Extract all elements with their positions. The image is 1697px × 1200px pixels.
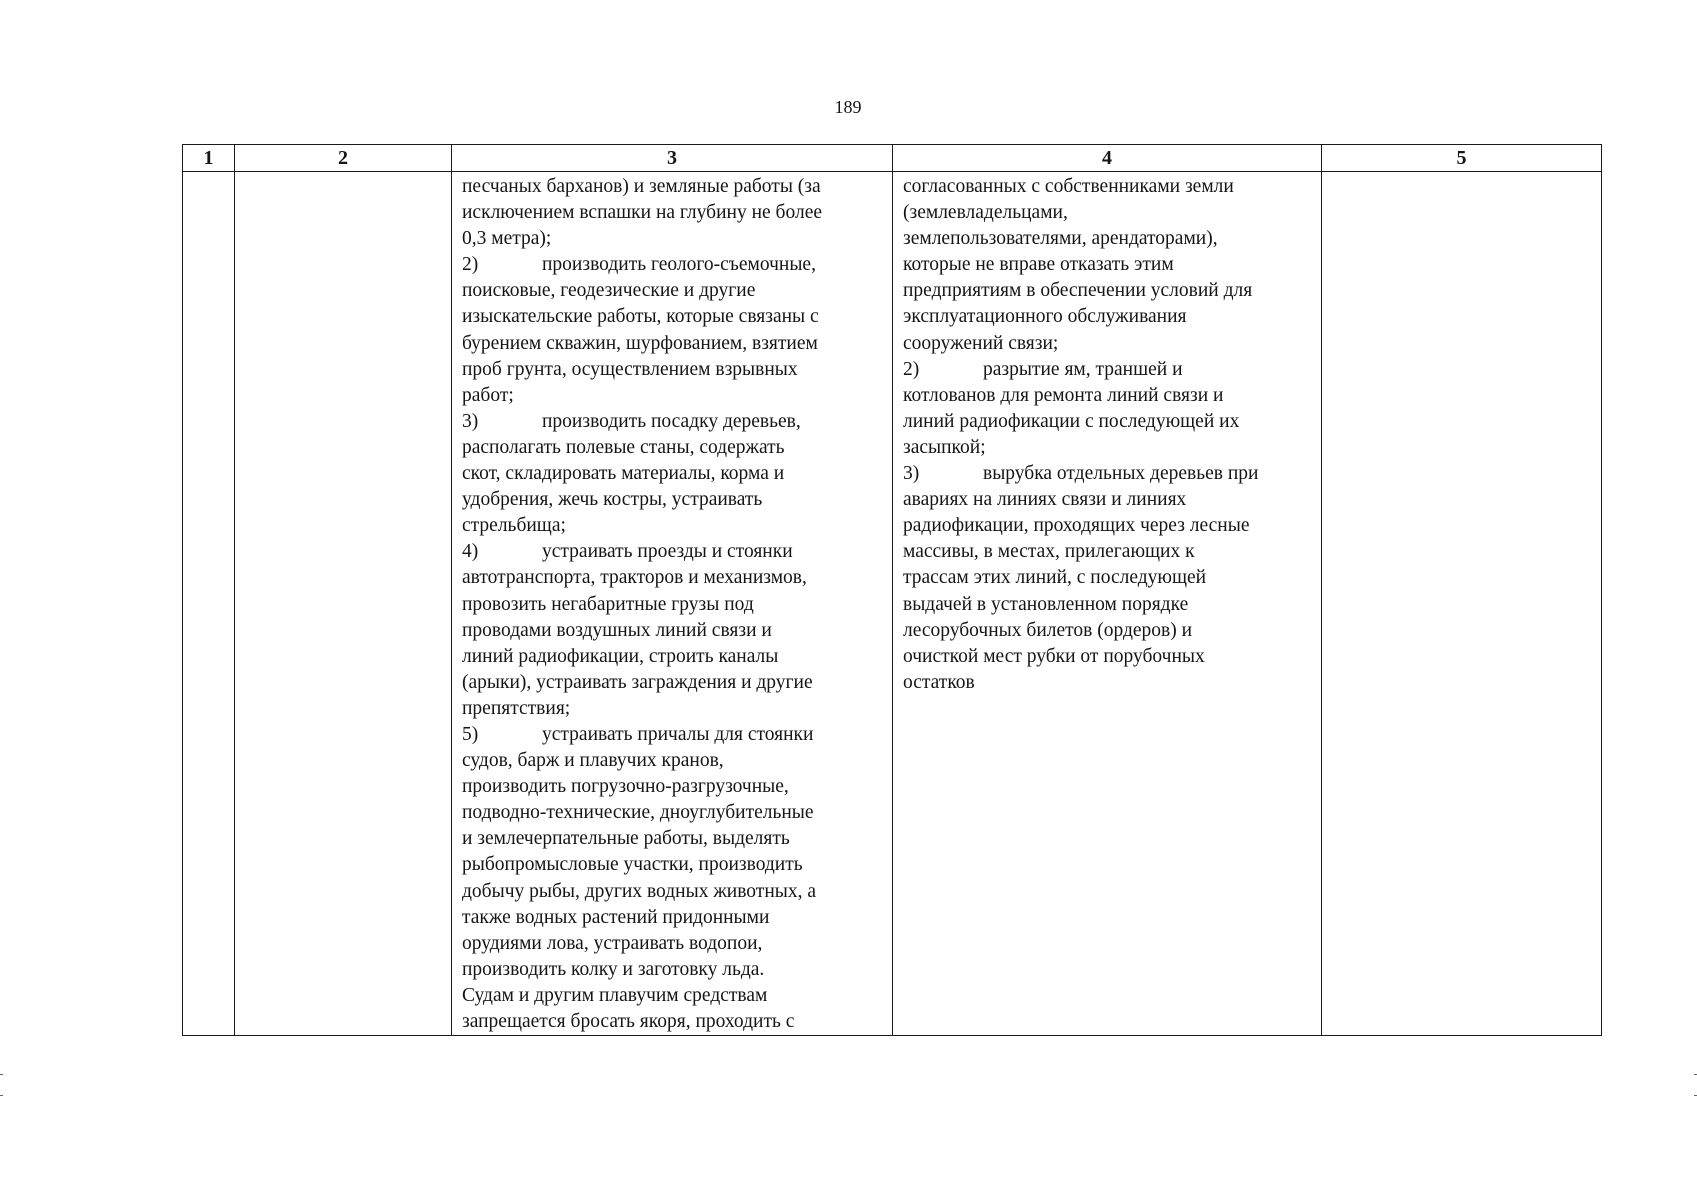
text-line [462,565,884,591]
line-text: которые не вправе отказать этим [903,254,1174,276]
line-text: авариях на линиях связи и линиях [903,489,1187,511]
text-line [903,200,1313,226]
line-text: судов, барж и плавучих кранов, [462,750,724,772]
text-line [462,1009,884,1035]
text-line [462,879,884,905]
line-text: также водных растений придонными [462,906,770,928]
line-text: лесорубочных билетов (ордеров) и [903,619,1193,641]
line-text: засыпкой; [903,436,986,458]
line-text: котлованов для ремонта линий связи и [903,384,1224,406]
table-header-row [183,145,1602,172]
text-line [462,800,884,826]
line-text: линий радиофикации с последующей их [903,410,1240,432]
line-text: и землечерпательные работы, выделять [462,828,790,850]
cell-col-3 [452,172,893,1036]
text-line [462,200,884,226]
line-text: линий радиофикации, строить каналы [462,645,779,667]
text-line [462,409,884,435]
column-header-2: 2 [235,145,452,172]
line-text: изыскательские работы, которые связаны с [462,306,819,328]
text-line [903,252,1313,278]
text-line [462,983,884,1009]
text-line [462,931,884,957]
text-line [903,357,1313,383]
line-text: стрельбища; [462,515,566,537]
line-text: устраивать проезды и стоянки [542,541,793,563]
column-header-3: 3 [452,145,893,172]
column-header-1: 1 [183,145,235,172]
line-text: согласованных с собственниками земли [903,176,1234,197]
list-item-number: 2) [903,358,920,380]
list-item-number: 3) [903,463,920,485]
line-text: работ; [462,384,514,406]
text-line [462,722,884,748]
text-line [462,957,884,983]
col-4-text [893,172,1321,696]
text-line [903,644,1313,670]
line-text: (землевладельцами, [903,202,1068,224]
line-text: рыбопромысловые участки, производить [462,854,803,876]
cell-col-1 [183,172,235,1036]
text-line [462,592,884,618]
line-text: трассам этих линий, с последующей [903,567,1207,589]
text-line [462,252,884,278]
line-text: проводами воздушных линий связи и [462,619,772,641]
text-line [462,826,884,852]
cell-col-4 [893,172,1322,1036]
text-line [462,513,884,539]
line-text: (арыки), устраивать заграждения и другие [462,671,813,693]
line-text: выдачей в установленном порядке [903,593,1189,615]
column-header-4: 4 [893,145,1322,172]
line-text: очисткой мест рубки от порубочных [903,645,1205,667]
col-3-text [452,172,892,1035]
text-line [462,331,884,357]
text-line [462,774,884,800]
text-line [462,852,884,878]
line-text: исключением вспашки на глубину не более [462,202,822,224]
table-row [183,172,1602,1036]
line-text: производить геолого-съемочные, [542,254,816,276]
line-text: орудиями лова, устраивать водопои, [462,932,763,954]
text-line [462,905,884,931]
text-line [903,174,1313,200]
line-text: скот, складировать материалы, корма и [462,463,785,485]
line-text: располагать полевые станы, содержать [462,436,785,458]
text-line [903,304,1313,330]
line-text: поисковые, геодезические и другие [462,280,756,302]
text-line [903,618,1313,644]
text-line [462,487,884,513]
text-line [462,435,884,461]
line-text: производить колку и заготовку льда. [462,958,765,980]
text-line [903,670,1313,696]
document-table [182,144,1602,1036]
cell-col-2 [235,172,452,1036]
list-item-number: 4) [462,541,479,563]
text-line [903,278,1313,304]
line-text: остатков [903,671,975,693]
line-text: Судам и другим плавучим средствам [462,984,768,1006]
text-line [903,487,1313,513]
line-text: производить посадку деревьев, [542,410,801,432]
line-text: 0,3 метра); [462,228,552,250]
text-line [903,461,1313,487]
line-text: радиофикации, проходящих через лесные [903,515,1250,537]
text-line [462,304,884,330]
line-text: запрещается бросать якоря, проходить с [462,1011,795,1032]
list-item-number: 3) [462,410,479,432]
line-text: препятствия; [462,697,571,719]
text-line [903,435,1313,461]
line-text: массивы, в местах, прилегающих к [903,541,1195,563]
text-line [903,513,1313,539]
scan-edge-mark-left [0,1074,3,1096]
text-line [462,226,884,252]
cell-col-5 [1322,172,1602,1036]
line-text: вырубка отдельных деревьев при [983,463,1259,485]
line-text: добычу рыбы, других водных животных, а [462,880,817,902]
text-line [462,357,884,383]
line-text: устраивать причалы для стоянки [542,723,814,745]
text-line [462,618,884,644]
column-header-5: 5 [1322,145,1602,172]
line-text: эксплуатационного обслуживания [903,306,1187,328]
line-text: провозить негабаритные грузы под [462,593,754,615]
text-line [903,226,1313,252]
text-line [903,592,1313,618]
text-line [903,383,1313,409]
text-line [903,539,1313,565]
text-line [462,644,884,670]
line-text: разрытие ям, траншей и [983,358,1183,380]
text-line [462,278,884,304]
line-text: подводно-технические, дноуглубительные [462,802,814,824]
line-text: производить погрузочно-разгрузочные, [462,776,789,798]
text-line [903,331,1313,357]
line-text: сооружений связи; [903,332,1059,354]
line-text: проб грунта, осуществлением взрывных [462,358,798,380]
text-line [462,696,884,722]
list-item-number: 5) [462,723,479,745]
text-line [462,670,884,696]
line-text: песчаных барханов) и земляные работы (за [462,176,821,197]
text-line [462,383,884,409]
list-item-number: 2) [462,254,479,276]
line-text: предприятиям в обеспечении условий для [903,280,1253,302]
line-text: землепользователями, арендаторами), [903,228,1218,250]
text-line [462,461,884,487]
text-line [462,539,884,565]
line-text: автотранспорта, тракторов и механизмов, [462,567,807,589]
line-text: удобрения, жечь костры, устраивать [462,489,763,511]
text-line [903,565,1313,591]
line-text: бурением скважин, шурфованием, взятием [462,332,818,354]
text-line [462,748,884,774]
text-line [903,409,1313,435]
page-number: 189 [834,97,862,117]
text-line [462,174,884,200]
